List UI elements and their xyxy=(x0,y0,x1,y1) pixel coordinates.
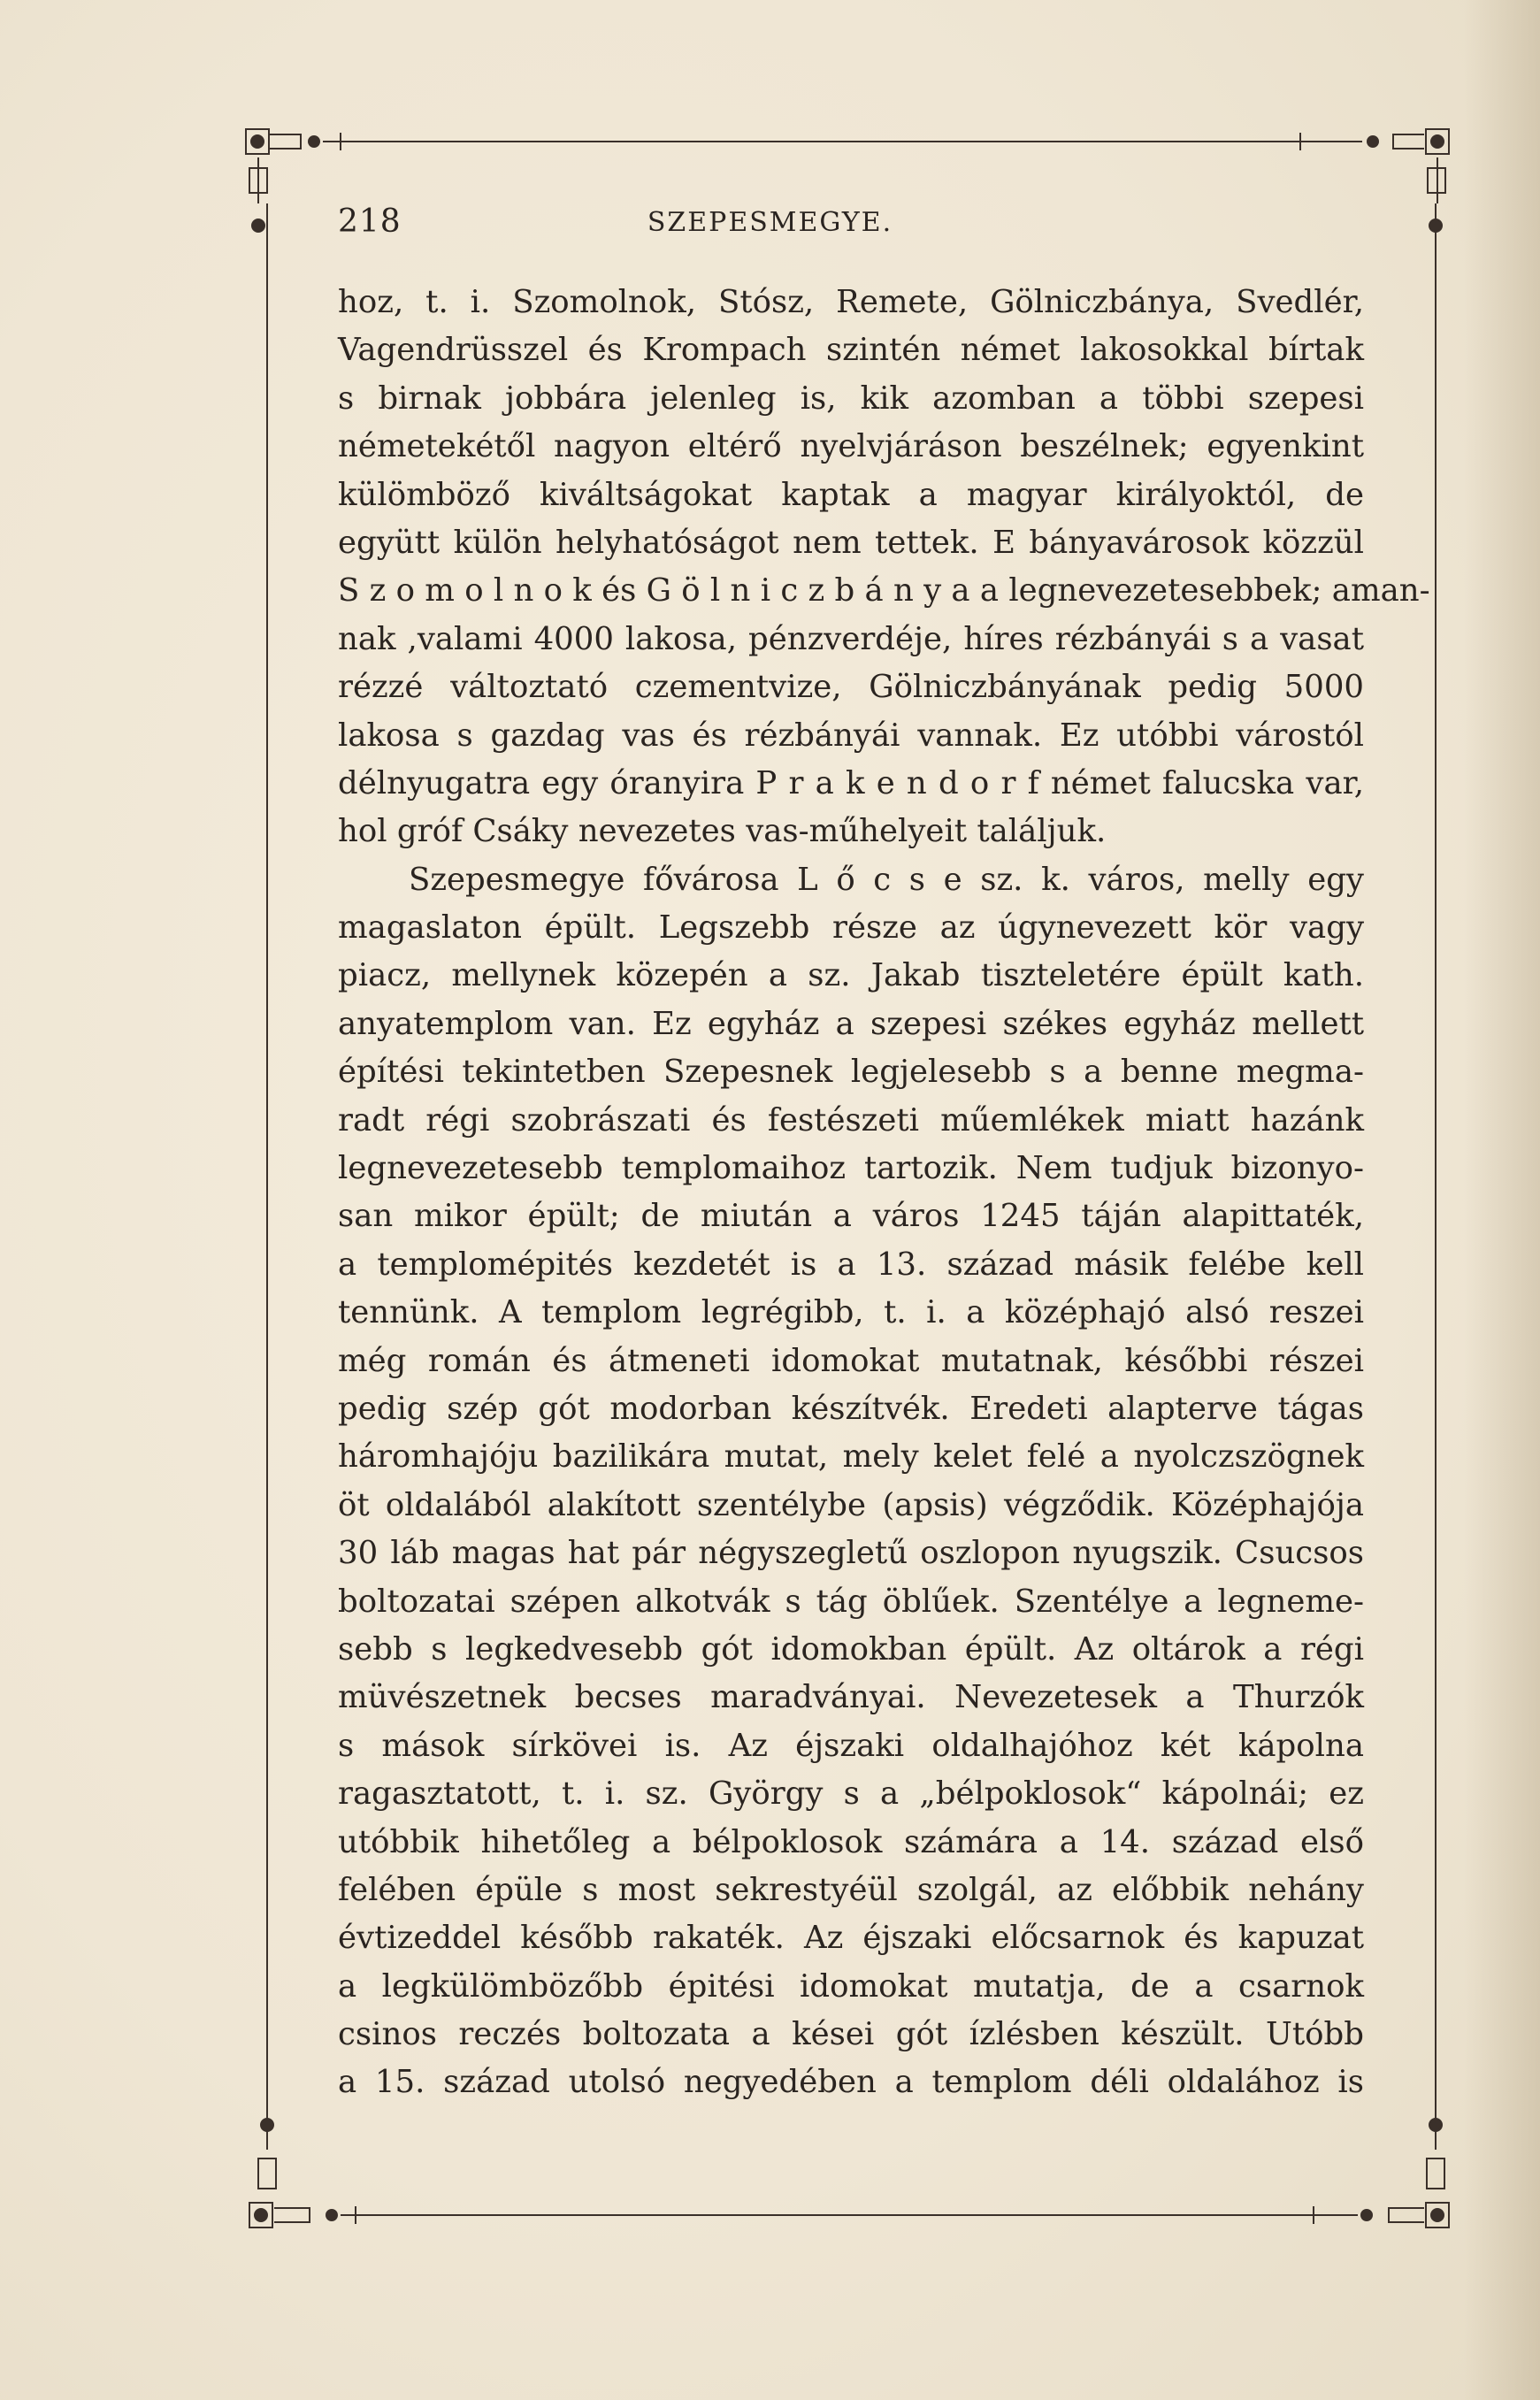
text-line: müvészetnek becses maradványai. Nevezetesek a Thurzók xyxy=(338,1679,1364,1716)
corner-ornament-top-right xyxy=(1283,129,1449,265)
text-line: ragasztatott, t. i. sz. György s a „bélpoklosok“ kápolnái; ez xyxy=(338,1775,1364,1813)
text-line: csinos reczés boltozata a kései gót ízlésben készült. Utóbb xyxy=(338,2016,1364,2053)
text-line: radt régi szobrászati és festészeti műemlékek miatt hazánk xyxy=(338,1101,1364,1139)
text-line: a legkülömbözőbb épitési idomokat mutatja, de a csarnok xyxy=(338,1967,1364,2005)
text-line: 30 láb magas hat pár négyszegletű oszlopon nyugszik. Csucsos xyxy=(338,1535,1364,1572)
body-text xyxy=(338,279,1430,2107)
text-line: felében épüle s most sekrestyéül szolgál, az előbbik nehány xyxy=(338,1871,1364,1908)
text-line: S z o m o l n o k és G ö l n i c z b á n y a a legnevezetesebbek; aman- xyxy=(338,572,1430,610)
corner-ornament-bottom-right xyxy=(1291,2105,1449,2227)
paragraph-start-line: Szepesmegye fővárosa L ő c s e sz. k. város, melly egy xyxy=(409,861,1364,898)
text-line: öt oldalából alakított szentélybe (apsis) végződik. Középhajója xyxy=(338,1486,1364,1523)
text-line: évtizeddel később rakaték. Az éjszaki előcsarnok és kapuzat xyxy=(338,1920,1364,1957)
text-line: hol gróf Csáky nevezetes vas-műhelyeit találjuk. xyxy=(338,813,1107,850)
text-line: magaslaton épült. Legszebb része az úgynevezett kör vagy xyxy=(338,909,1364,947)
text-line: s birnak jobbára jelenleg is, kik azomban a többi szepesi xyxy=(338,380,1364,417)
text-line: a 15. század utolsó negyedében a templom déli oldalához is xyxy=(338,2064,1364,2101)
text-line: legnevezetesebb templomaihoz tartozik. Nem tudjuk bizonyo- xyxy=(338,1150,1364,1187)
text-line: san mikor épült; de miután a város 1245 táján alapittaték, xyxy=(338,1198,1364,1235)
corner-ornament-top-left xyxy=(246,129,354,265)
text-line: piacz, mellynek közepén a sz. Jakab tiszteletére épült kath. xyxy=(338,957,1364,994)
text-line: még román és átmeneti idomokat mutatnak, későbbi részei xyxy=(338,1342,1364,1379)
text-line: Vagendrüsszel és Krompach szintén német lakosokkal bírtak xyxy=(338,332,1364,369)
text-line: háromhajóju bazilikára mutat, mely kelet felé a nyolczszögnek xyxy=(338,1438,1364,1476)
text-line: hoz, t. i. Szomolnok, Stósz, Remete, Gölniczbánya, Svedlér, xyxy=(338,284,1364,320)
text-line: rézzé változtató czementvize, Gölniczbányának pedig 5000 xyxy=(338,669,1364,706)
text-line: nak ,valami 4000 lakosa, pénzverdéje, híres rézbányái s a vasat xyxy=(338,620,1364,657)
text-line: délnyugatra egy óranyira P r a k e n d o r f német falucska var, xyxy=(338,764,1364,801)
text-line: építési tekintetben Szepesnek legjelesebb s a benne megma- xyxy=(338,1054,1364,1091)
text-line: lakosa s gazdag vas és rézbányái vannak. Ez utóbbi várostól xyxy=(338,717,1364,754)
text-line: együtt külön helyhatóságot nem tettek. E bányavárosok közzül xyxy=(338,524,1364,561)
text-line: anyatemplom van. Ez egyház a szepesi székes egyház mellett xyxy=(338,1005,1364,1042)
text-line: boltozatai szépen alkotvák s tág öblűek. Szentélye a legneme- xyxy=(338,1583,1364,1620)
corner-ornament-bottom-left xyxy=(249,2105,425,2227)
text-line: a templomépités kezdetét is a 13. század másik felébe kell xyxy=(338,1246,1364,1283)
text-line: németekétől nagyon eltérő nyelvjáráson beszélnek; egyenkint xyxy=(338,428,1364,465)
text-line: sebb s legkedvesebb gót idomokban épült. Az oltárok a régi xyxy=(338,1630,1364,1668)
running-head: SZEPESMEGYE. xyxy=(647,207,893,238)
page-number: 218 xyxy=(338,203,402,240)
text-line: tennünk. A templom legrégibb, t. i. a középhajó alsó reszei xyxy=(338,1294,1364,1331)
text-line: pedig szép gót modorban készítvék. Eredeti alapterve tágas xyxy=(338,1390,1364,1427)
text-line: külömböző kiváltságokat kaptak a magyar királyoktól, de xyxy=(338,476,1364,513)
text-line: s mások sírkövei is. Az éjszaki oldalhajóhoz két kápolna xyxy=(338,1727,1364,1764)
text-line: utóbbik hihetőleg a bélpoklosok számára a 14. század első xyxy=(338,1823,1364,1860)
